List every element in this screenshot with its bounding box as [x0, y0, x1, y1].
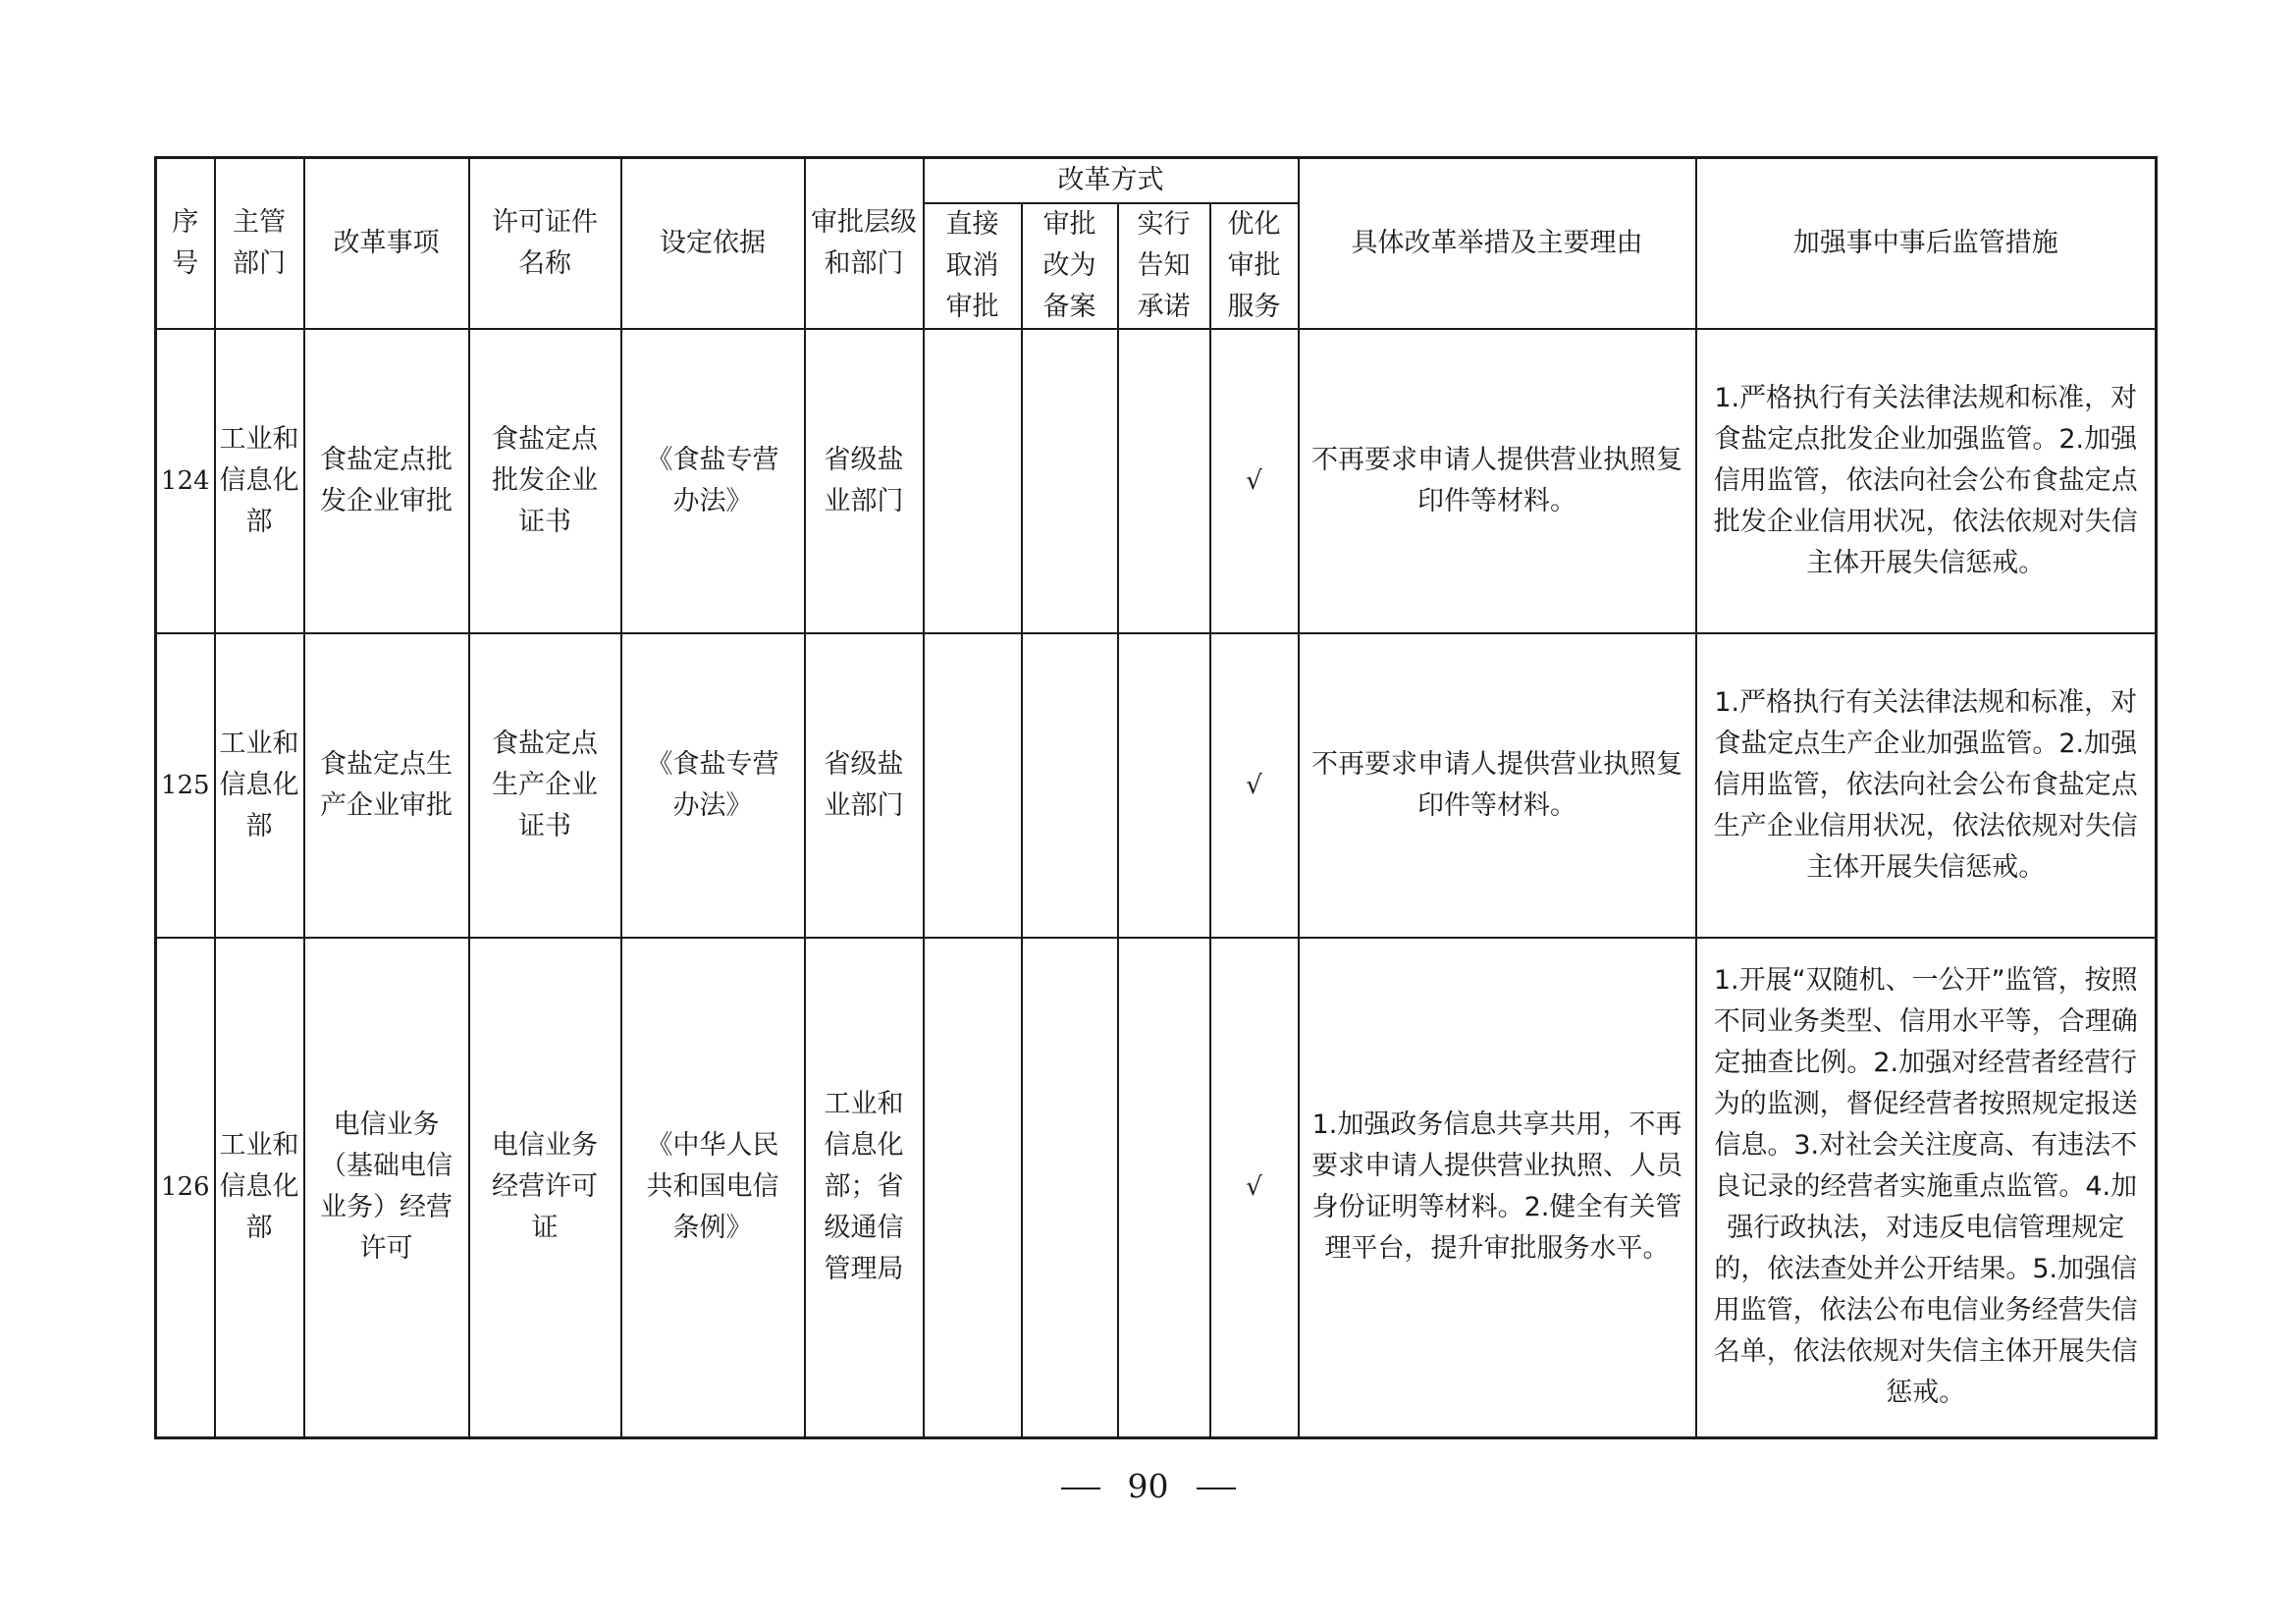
row-mark-commit: [1118, 938, 1210, 1438]
row-mark-cancel: [924, 938, 1022, 1438]
row-mark-cancel: [924, 329, 1022, 633]
row-license: 电信业务经营许可证: [469, 938, 621, 1438]
row-mark-filing: [1022, 938, 1118, 1438]
header-optimize-service: 优化审批服务: [1210, 203, 1299, 329]
row-level: 工业和信息化部；省级通信管理局: [805, 938, 924, 1438]
header-measures: 具体改革举措及主要理由: [1299, 158, 1696, 329]
header-license: 许可证件名称: [469, 158, 621, 329]
header-approval-to-filing: 审批改为备案: [1022, 203, 1118, 329]
header-basis: 设定依据: [621, 158, 805, 329]
header-notify-commit: 实行告知承诺: [1118, 203, 1210, 329]
row-dept: 工业和信息化部: [215, 938, 304, 1438]
page-footer: [0, 1465, 2296, 1508]
approval-reform-table: [154, 156, 2158, 1439]
row-mark-optimize: √: [1210, 633, 1299, 938]
row-dept: 工业和信息化部: [215, 329, 304, 633]
row-level: 省级盐业部门: [805, 329, 924, 633]
table-row: [156, 633, 2157, 938]
page-number: 90: [1127, 1467, 1169, 1505]
header-dept: 主管部门: [215, 158, 304, 329]
header-item: 改革事项: [304, 158, 469, 329]
row-basis: 《中华人民共和国电信条例》: [621, 938, 805, 1438]
row-seq: 126: [156, 938, 215, 1438]
row-supervision: 1.严格执行有关法律法规和标准，对食盐定点生产企业加强监管。2.加强信用监管，依法向社会公布食盐定点生产企业信用状况，依法依规对失信主体开展失信惩戒。: [1696, 633, 2157, 938]
row-mark-cancel: [924, 633, 1022, 938]
row-mark-optimize: √: [1210, 938, 1299, 1438]
header-reform-method: 改革方式: [924, 158, 1299, 203]
row-seq: 124: [156, 329, 215, 633]
footer-dash-right: [1197, 1488, 1236, 1489]
row-mark-filing: [1022, 633, 1118, 938]
header-seq: 序号: [156, 158, 215, 329]
header-supervision: 加强事中事后监管措施: [1696, 158, 2157, 329]
row-mark-optimize: √: [1210, 329, 1299, 633]
header-cancel-approval: 直接取消审批: [924, 203, 1022, 329]
row-measures: 1.加强政务信息共享共用，不再要求申请人提供营业执照、人员身份证明等材料。2.健全有关管理平台，提升审批服务水平。: [1299, 938, 1696, 1438]
row-item: 电信业务（基础电信业务）经营许可: [304, 938, 469, 1438]
row-seq: 125: [156, 633, 215, 938]
row-mark-commit: [1118, 329, 1210, 633]
table-row: [156, 938, 2157, 1438]
row-license: 食盐定点批发企业证书: [469, 329, 621, 633]
row-mark-filing: [1022, 329, 1118, 633]
row-supervision: 1.开展“双随机、一公开”监管，按照不同业务类型、信用水平等，合理确定抽查比例。2.加强对经营者经营行为的监测，督促经营者按照规定报送信息。3.对社会关注度高、有违法不良记录的经营者实施重点监管。4.加强行政执法，对违反电信管理规定的，依法查处并公开结果。5.加强信用监管，依法公布电信业务经营失信名单，依法依规对失信主体开展失信惩戒。: [1696, 938, 2157, 1438]
row-measures: 不再要求申请人提供营业执照复印件等材料。: [1299, 329, 1696, 633]
footer-dash-left: [1061, 1488, 1100, 1489]
row-item: 食盐定点生产企业审批: [304, 633, 469, 938]
row-supervision: 1.严格执行有关法律法规和标准，对食盐定点批发企业加强监管。2.加强信用监管，依法向社会公布食盐定点批发企业信用状况，依法依规对失信主体开展失信惩戒。: [1696, 329, 2157, 633]
row-basis: 《食盐专营办法》: [621, 633, 805, 938]
table-row: [156, 329, 2157, 633]
row-basis: 《食盐专营办法》: [621, 329, 805, 633]
row-measures: 不再要求申请人提供营业执照复印件等材料。: [1299, 633, 1696, 938]
header-level: 审批层级和部门: [805, 158, 924, 329]
row-license: 食盐定点生产企业证书: [469, 633, 621, 938]
row-dept: 工业和信息化部: [215, 633, 304, 938]
row-mark-commit: [1118, 633, 1210, 938]
row-level: 省级盐业部门: [805, 633, 924, 938]
row-item: 食盐定点批发企业审批: [304, 329, 469, 633]
